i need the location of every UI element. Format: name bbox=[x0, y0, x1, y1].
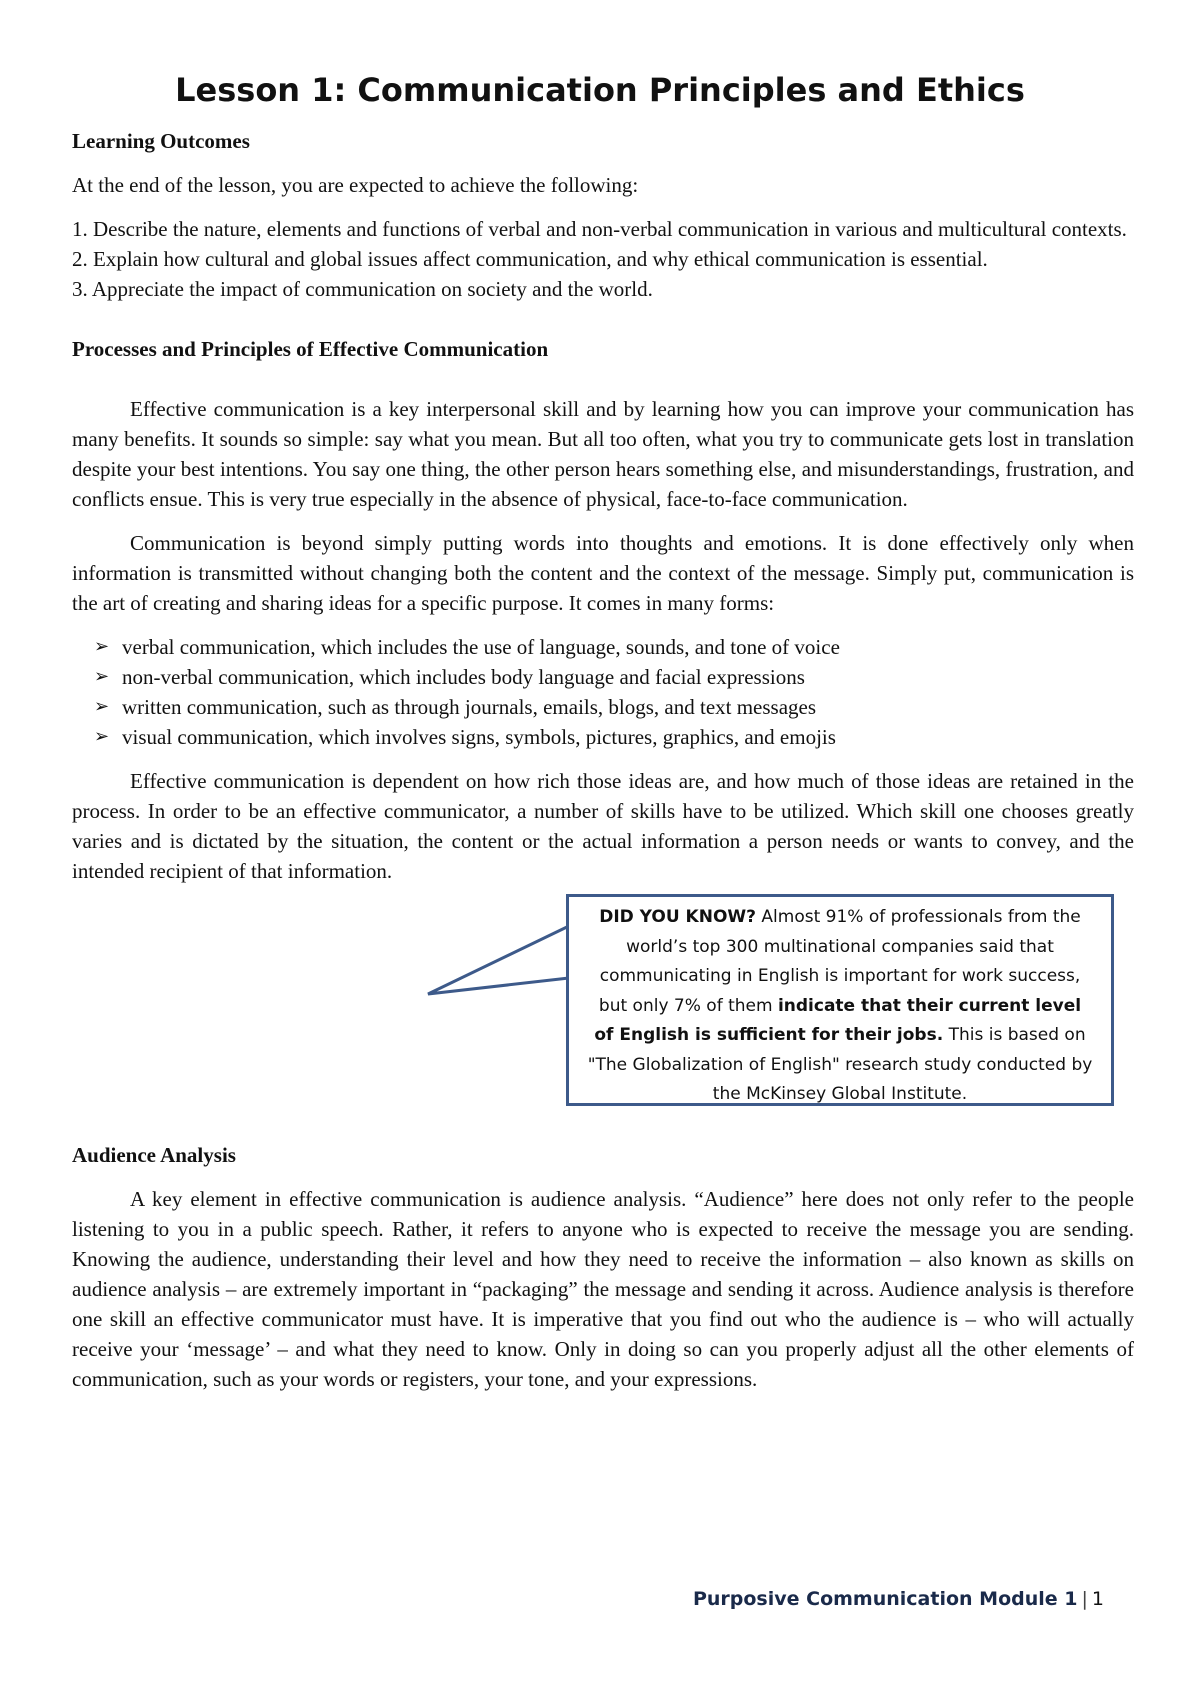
callout-pointer-icon bbox=[72, 890, 572, 1010]
processes-paragraph-1: Effective communication is a key interpersonal skill and by learning how you can improve your communication has many benefits. It sounds so simple: say what you mean. But all too often, what you try to communicate gets lost in translation despite your best intentions. You say one thing, the other person hears something else, and misunderstandings, frustration, and conflicts ensue. This is very true especially in the absence of physical, face-to-face communication. bbox=[72, 397, 1134, 511]
arrow-bullet-icon: ➢ bbox=[94, 696, 110, 717]
callout-lead: DID YOU KNOW? bbox=[599, 907, 757, 927]
communication-forms-list bbox=[72, 632, 1134, 752]
callout-area bbox=[72, 890, 1134, 1124]
list-item-text: visual communication, which involves signs, symbols, pictures, graphics, and emojis bbox=[122, 725, 836, 749]
page-footer bbox=[693, 1587, 1104, 1611]
processes-heading: Processes and Principles of Effective Communication bbox=[72, 337, 549, 361]
audience-heading: Audience Analysis bbox=[72, 1143, 236, 1167]
arrow-bullet-icon: ➢ bbox=[94, 666, 110, 687]
list-item-text: written communication, such as through journals, emails, blogs, and text messages bbox=[122, 695, 817, 719]
list-item-text: verbal communication, which includes the use of language, sounds, and tone of voice bbox=[122, 635, 840, 659]
list-item bbox=[94, 722, 1134, 752]
learning-outcomes-heading: Learning Outcomes bbox=[72, 129, 250, 153]
list-item bbox=[94, 632, 1134, 662]
list-item bbox=[94, 662, 1134, 692]
processes-paragraph-2: Communication is beyond simply putting words into thoughts and emotions. It is done effectively only when information is transmitted without changing both the content and the context of the message. Simply put, communication is the art of creating and sharing ideas for a specific purpose. It comes in many forms: bbox=[72, 531, 1134, 615]
list-item: 2. Explain how cultural and global issues affect communication, and why ethical communication is essential. bbox=[72, 247, 988, 271]
did-you-know-callout bbox=[566, 894, 1114, 1106]
audience-paragraph: A key element in effective communication is audience analysis. “Audience” here does not only refer to the people listening to you in a public speech. Rather, it refers to anyone who is expected to receive the message you are sending. Knowing the audience, understanding their level and how they need to receive the information – also known as skills on audience analysis – are extremely important in “packaging” the message and sending it across. Audience analysis is therefore one skill an effective communicator must have. It is imperative that you find out who the audience is – who will actually receive your ‘message’ – and what they need to know. Only in doing so can you properly adjust all the other elements of communication, such as your words or registers, your tone, and your expressions. bbox=[72, 1187, 1134, 1391]
lesson-content bbox=[72, 126, 1134, 1394]
callout-text: Almost 91% of professionals from the world’s top 300 multinational companies said that communicating in English is important for work success, but only 7% of them bbox=[598, 907, 1081, 1016]
callout-source: This is based on "The Globalization of English" research study conducted by the McKinsey Global Institute. bbox=[587, 1025, 1093, 1104]
arrow-bullet-icon: ➢ bbox=[94, 726, 110, 747]
learning-outcomes-list bbox=[72, 214, 1134, 304]
footer-module-name: Purposive Communication Module 1 bbox=[692, 1588, 1078, 1610]
list-item bbox=[94, 692, 1134, 722]
callout-emphasis: indicate that their current level of English is sufficient for their jobs. bbox=[594, 995, 1082, 1045]
footer-separator: | bbox=[1081, 1588, 1088, 1610]
lesson-title: Lesson 1: Communication Principles and Ethics bbox=[175, 71, 1025, 109]
arrow-bullet-icon: ➢ bbox=[94, 636, 110, 657]
processes-paragraph-3: Effective communication is dependent on how rich those ideas are, and how much of those ideas are retained in the process. In order to be an effective communicator, a number of skills have to be utilized. Which skill one chooses greatly varies and is dictated by the situation, the content or the actual information a person needs or wants to convey, and the intended recipient of that information. bbox=[72, 769, 1134, 883]
footer-page-number: 1 bbox=[1091, 1588, 1104, 1610]
list-item-text: non-verbal communication, which includes body language and facial expressions bbox=[122, 665, 805, 689]
list-item: 1. Describe the nature, elements and functions of verbal and non-verbal communication in various and multicultural contexts. bbox=[72, 217, 1127, 241]
list-item: 3. Appreciate the impact of communication on society and the world. bbox=[72, 277, 653, 301]
learning-outcomes-intro: At the end of the lesson, you are expected to achieve the following: bbox=[72, 173, 639, 197]
